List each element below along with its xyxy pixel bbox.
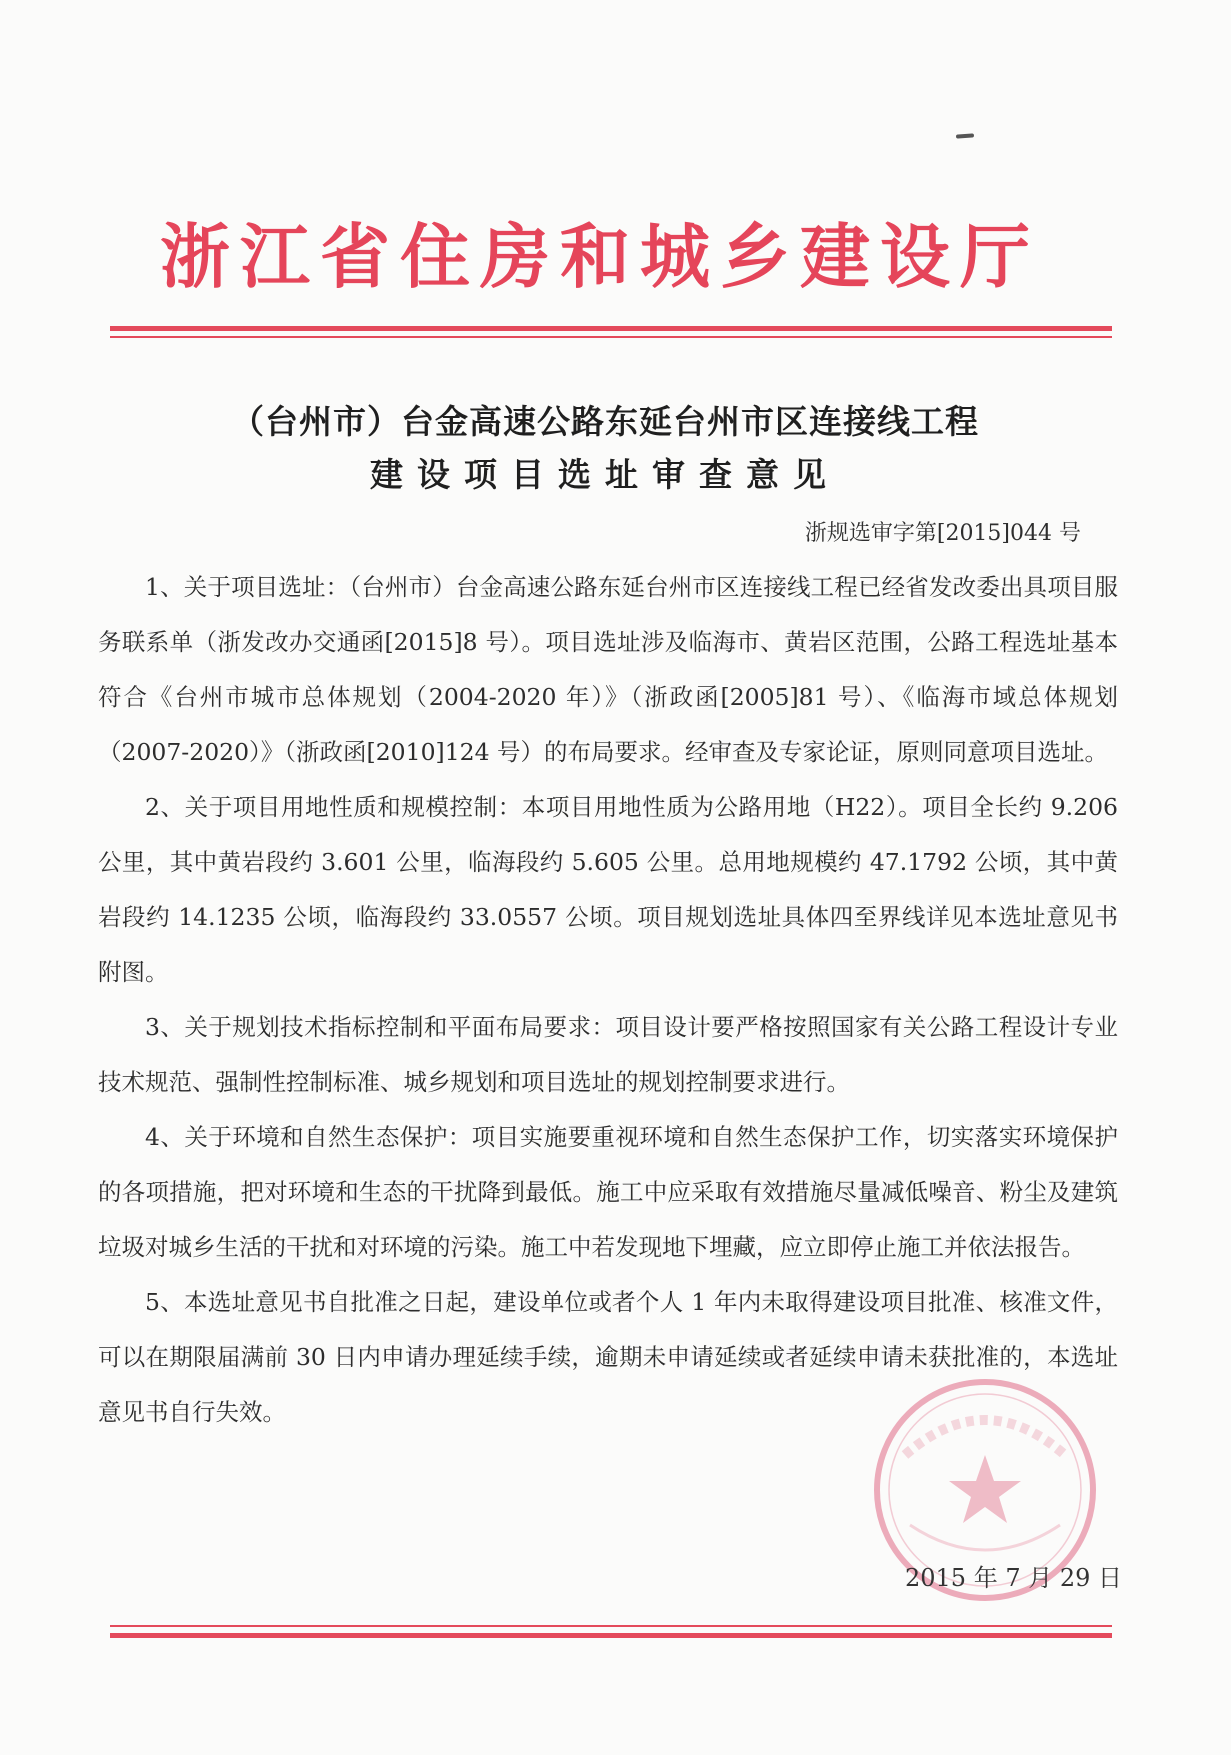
paragraph-2: 2、关于项目用地性质和规模控制：本项目用地性质为公路用地（H22）。项目全长约 9.206 公里，其中黄岩段约 3.601 公里，临海段约 5.605 公里。总用地规模约 47.1792 公顷，其中黄岩段约 14.1235 公顷，临海段约 33.0557 公顷。项目规划选址具体四至界线详见本选址意见书附图。 [98, 793, 1118, 986]
document-number: 浙规选审字第[2015]044 号 [804, 521, 1081, 546]
paragraph-3: 3、关于规划技术指标控制和平面布局要求：项目设计要严格按照国家有关公路工程设计专业技术规范、强制性控制标准、城乡规划和项目选址的规划控制要求进行。 [98, 1013, 1118, 1096]
letterhead-rule-thin [110, 336, 1112, 338]
document-body [98, 560, 1118, 1440]
document-date: 2015 年 7 月 29 日 [905, 1564, 1123, 1592]
letterhead-title: 浙江省住房和城乡建设厅 [160, 215, 1040, 298]
scan-mark [956, 133, 974, 138]
paragraph-4: 4、关于环境和自然生态保护：项目实施要重视环境和自然生态保护工作，切实落实环境保护的各项措施，把对环境和生态的干扰降到最低。施工中应采取有效措施尽量减低噪音、粉尘及建筑垃圾对城乡生活的干扰和对环境的污染。施工中若发现地下埋藏，应立即停止施工并依法报告。 [98, 1123, 1118, 1261]
letterhead-rule-thick [110, 326, 1112, 331]
document-title-line2: 建设项目选址审查意见 [370, 455, 840, 494]
paragraph-5: 5、本选址意见书自批准之日起，建设单位或者个人 1 年内未取得建设项目批准、核准文件，可以在期限届满前 30 日内申请办理延续手续，逾期未申请延续或者延续申请未获批准的，本选址意见书自行失效。 [98, 1288, 1118, 1426]
footer-rule-thick [110, 1633, 1112, 1638]
document-title-line1: （台州市）台金高速公路东延台州市区连接线工程 [231, 402, 979, 441]
paragraph-1: 1、关于项目选址：（台州市）台金高速公路东延台州市区连接线工程已经省发改委出具项目服务联系单（浙发改办交通函[2015]8 号）。项目选址涉及临海市、黄岩区范围，公路工程选址基本符合《台州市城市总体规划（2004-2020 年）》（浙政函[2005]81 号）、《临海市域总体规划（2007-2020）》（浙政函[2010]124 号）的布局要求。经审查及专家论证，原则同意项目选址。 [98, 573, 1118, 766]
footer-rule-thin [110, 1625, 1112, 1627]
